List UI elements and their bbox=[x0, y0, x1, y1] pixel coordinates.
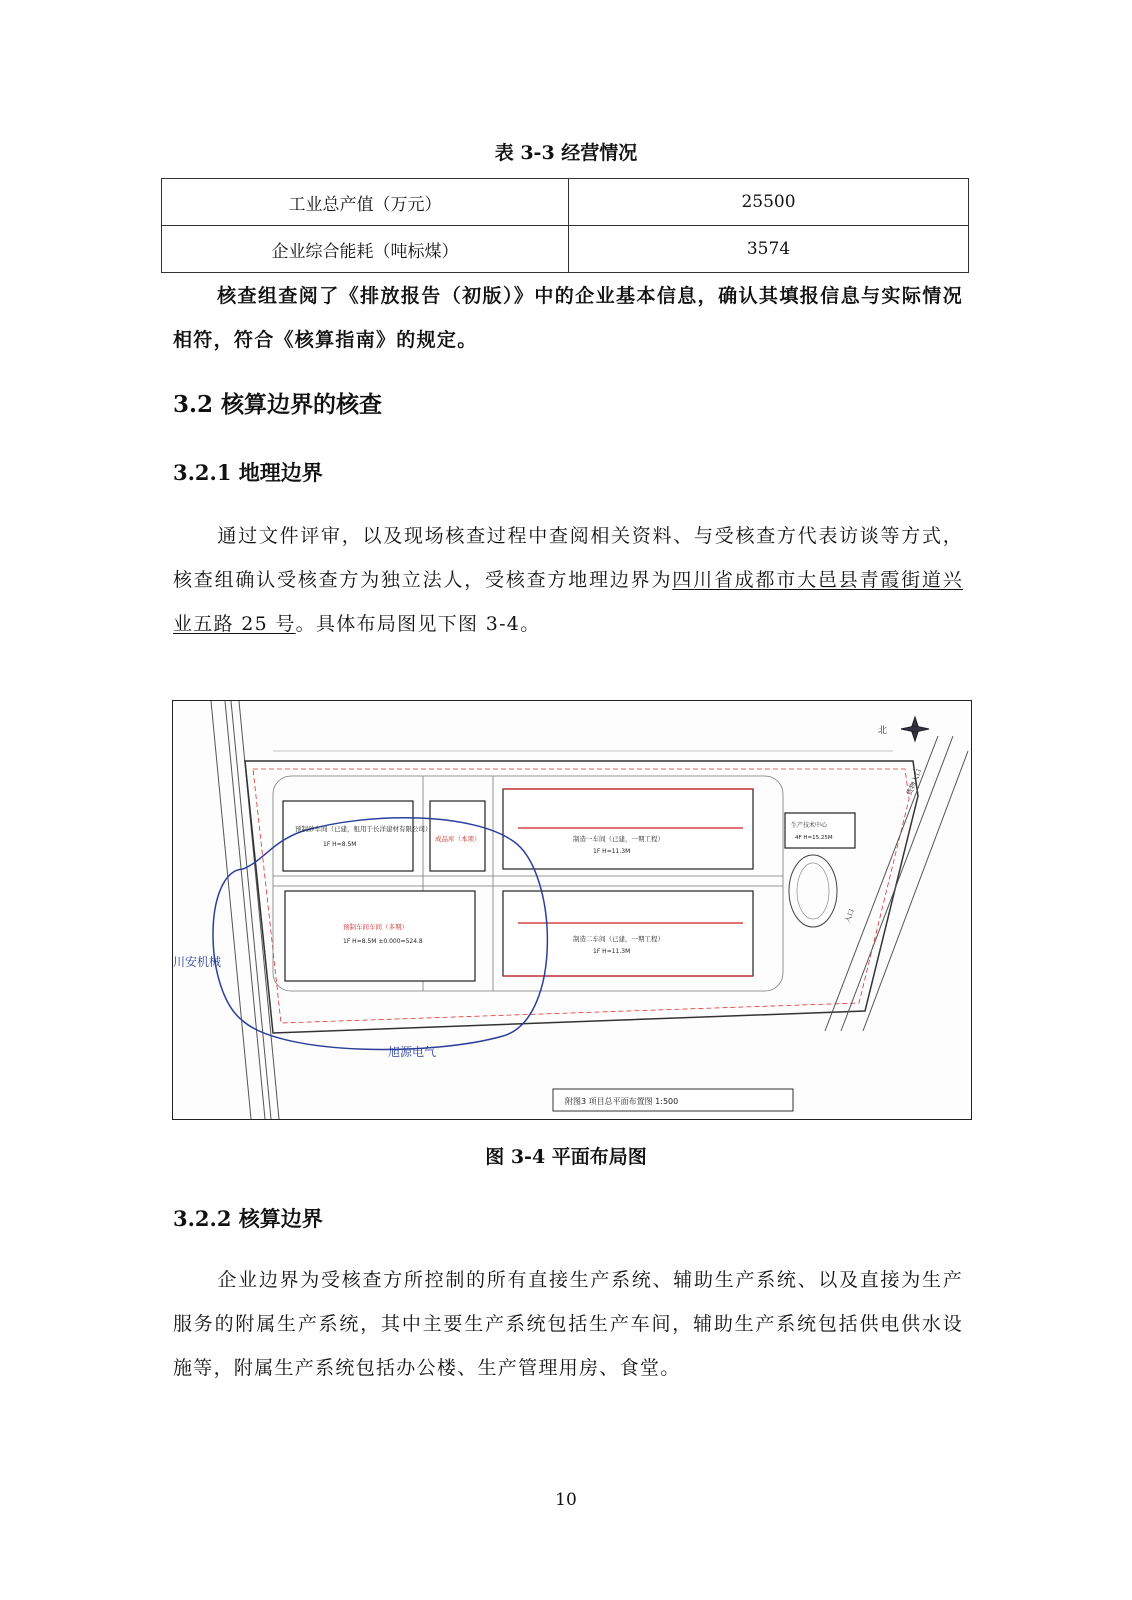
building-label: 成品库（本项） bbox=[435, 835, 481, 843]
paragraph-geographic-boundary bbox=[173, 514, 963, 646]
table-caption: 表 3-3 经营情况 bbox=[494, 142, 638, 164]
building-label: 预制砂车间（已建，租用于长洋建材有限公司） bbox=[295, 825, 432, 833]
paragraph-accounting-boundary bbox=[173, 1258, 963, 1390]
north-label: 北 bbox=[878, 726, 888, 736]
site-plan-drawing bbox=[173, 701, 971, 1119]
neighbor-label: 川安机械 bbox=[173, 955, 222, 969]
table-cell-label: 工业总产值（万元） bbox=[162, 179, 569, 226]
paragraph-text: 企业边界为受核查方所控制的所有直接生产系统、辅助生产系统、以及直接为生产服务的附属生产系统，其中主要生产系统包括生产车间，辅助生产系统包括供电供水设施等，附属生产系统包括办公楼、生产管理用房、食堂。 bbox=[173, 1269, 963, 1379]
building-label: 预制车间车间（多期） bbox=[343, 923, 408, 931]
table-cell-value: 25500 bbox=[569, 179, 969, 226]
figure-caption: 图 3-4 平面布局图 bbox=[485, 1146, 647, 1168]
gate-label: 入口 bbox=[843, 907, 857, 924]
paragraph-text: 核查组查阅了《排放报告（初版）》中的企业基本信息，确认其填报信息与实际情况相符，符合《核算指南》的规定。 bbox=[173, 285, 963, 351]
section-heading-3-2-2: 3.2.2 核算边界 bbox=[173, 1206, 323, 1231]
building-label: 4F H=15.25M bbox=[795, 835, 833, 841]
address-text: 四川省成都市大邑县青霞街道兴业五路 25 号 bbox=[173, 569, 963, 635]
title-block-text: 附图3 项目总平面布置图 1:500 bbox=[565, 1097, 679, 1106]
table-cell-value: 3574 bbox=[569, 226, 969, 273]
gate-label: 货物入口 bbox=[905, 767, 924, 797]
building-label: 生产技术中心 bbox=[791, 822, 828, 829]
site-plan-figure bbox=[172, 700, 972, 1120]
section-heading-3-2-1: 3.2.1 地理边界 bbox=[173, 460, 323, 485]
table-row bbox=[162, 179, 969, 226]
page-number: 10 bbox=[555, 1490, 577, 1510]
table-cell-label: 企业综合能耗（吨标煤） bbox=[162, 226, 569, 273]
building-label: 制造一车间（已建，一期工程） bbox=[573, 835, 664, 843]
building-label: 制造二车间（已建，一期工程） bbox=[573, 935, 664, 943]
operations-table bbox=[161, 178, 969, 273]
paragraph-text: 通过文件评审，以及现场核查过程中查阅相关资料、与受核查方代表访谈等方式，核查组确认受核查方为独立法人，受核查方地理边界为 bbox=[173, 525, 963, 591]
paragraph-text: 。具体布局图见下图 3-4。 bbox=[295, 613, 541, 635]
building-label: 1F H=11.3M bbox=[593, 948, 631, 955]
building-label: 1F H=11.3M bbox=[593, 848, 631, 855]
neighbor-label: 旭源电气 bbox=[388, 1045, 437, 1059]
section-heading-3-2: 3.2 核算边界的核查 bbox=[173, 391, 383, 418]
paragraph-verification bbox=[173, 274, 963, 362]
building-label: 1F H=8.5M ±0.000=524.8 bbox=[343, 938, 423, 945]
table-row bbox=[162, 226, 969, 273]
building-label: 1F H=8.5M bbox=[323, 841, 357, 848]
